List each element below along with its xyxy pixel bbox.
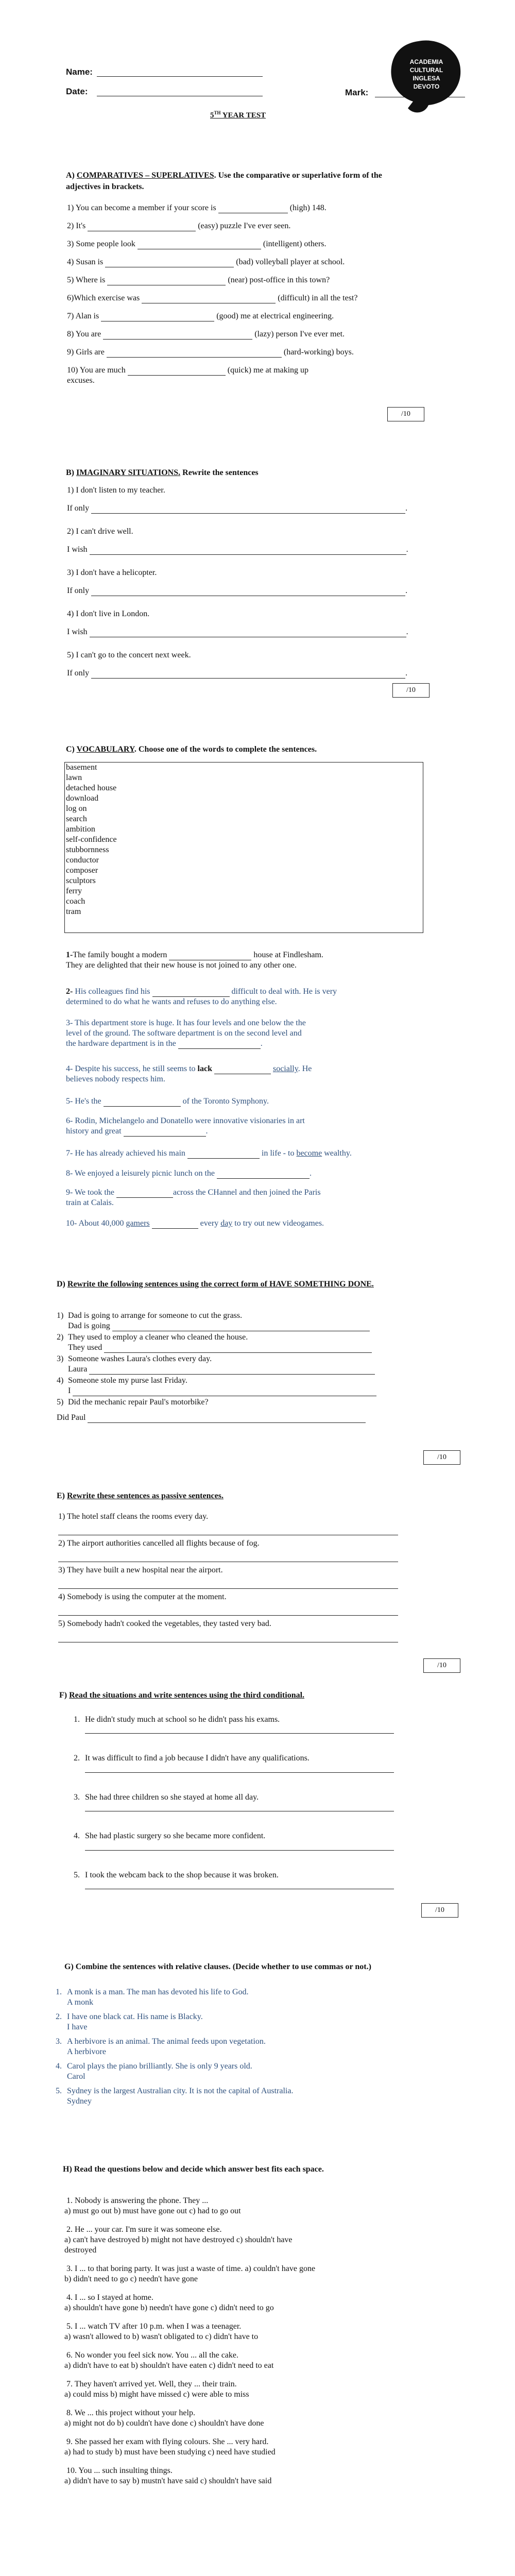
question: 9. She passed her exam with flying colours. She ... very hard. [66,2437,269,2446]
answer-starter: I have [67,2023,88,2031]
section-e-item-5: 5) Somebody hadn't cooked the vegetables, they tasted very bad. [58,1619,271,1628]
section-d-heading: D) Rewrite the following sentences using the correct form of HAVE SOMETHING DONE. [57,1280,374,1289]
section-c-item-5: 5- He's the of the Toronto Symphony. [66,1097,269,1106]
list-item: 4. Carol plays the piano brilliantly. She is only 9 years old. [56,2062,252,2071]
list-item: 1) You can become a member if your score is (high) 148. [67,204,327,212]
question: 7. They haven't arrived yet. Well, they ... their train. [66,2380,237,2388]
answer-line: They used [57,1343,448,1354]
answer-options[interactable]: a) must go out b) must have gone out c) had to go out [64,2207,241,2215]
answer-line: I wish . [67,545,408,554]
answer-blank[interactable] [103,339,252,340]
list-item: 3) Some people look (intelligent) others. [67,240,327,248]
answer-line: Did Paul [57,1413,448,1424]
section-f-item-4: 4. She had plastic surgery so she became more confident. [74,1832,266,1840]
question: 3. I ... to that boring party. It was just a waste of time. a) couldn't have gone [66,2264,316,2273]
question: 8. We ... this project without your help. [66,2409,195,2417]
word-bank-item: conductor [66,856,99,865]
word-bank-item: search [66,815,87,823]
section-c-item-4: 4- Despite his success, he still seems to lack socially. He believes nobody respects him. [66,1064,312,1083]
question: 5. I ... watch TV after 10 p.m. when I was a teenager. [66,2322,242,2331]
answer-line[interactable] [85,1850,394,1851]
section-h-items [64,2196,435,2486]
answer-starter: A herbivore [67,2047,106,2056]
word-bank-item: stubbornness [66,845,109,854]
answer-options[interactable]: a) might not do b) couldn't have done c) shouldn't have done [64,2419,264,2428]
section-f-item-1: 1. He didn't study much at school so he didn't pass his exams. [74,1715,280,1724]
answer-line[interactable] [85,1772,394,1773]
list-item: 2) They used to employ a cleaner who cleaned the house. [57,1333,248,1342]
answer-options[interactable]: a) wasn't allowed to b) wasn't obligated to c) didn't have to [64,2332,259,2341]
answer-options[interactable]: a) shouldn't have gone b) needn't have gone c) didn't need to go [64,2303,274,2312]
section-c-item-7: 7- He has already achieved his main in life - to become wealthy. [66,1149,352,1158]
list-item: 5. Sydney is the largest Australian city. It is not the capital of Australia. [56,2087,294,2095]
name-field[interactable] [97,76,263,77]
score-box-b[interactable]: /10 [392,683,430,698]
svg-text:CULTURAL: CULTURAL [409,66,443,74]
answer-options[interactable]: destroyed [64,2246,97,2255]
word-bank-item: lawn [66,773,82,782]
answer-starter: A monk [67,1998,94,2007]
section-f-item-5: 5. I took the webcam back to the shop because it was broken. [74,1871,279,1879]
answer-options[interactable]: b) didn't need to go c) needn't have gone [64,2275,198,2283]
list-item: 1) I don't listen to my teacher. [67,486,165,495]
answer-options[interactable]: a) could miss b) might have missed c) were able to miss [64,2390,249,2399]
answer-blank[interactable] [128,375,226,376]
answer-options[interactable]: a) didn't have to say b) mustn't have said c) shouldn't have said [64,2477,272,2485]
answer-line[interactable] [58,1588,398,1589]
section-c-item-2: 2- His colleagues find his difficult to deal with. He is very determined to do what he wants and refuses to do anything else. [66,987,337,1006]
date-label: Date: [66,87,88,96]
section-c-item-6: 6- Rodin, Michelangelo and Donatello were innovative visionaries in art history and great . [66,1116,305,1136]
section-g-heading: G) Combine the sentences with relative clauses. (Decide whether to use commas or not.) [64,1962,371,1971]
list-item: 4) Susan is (bad) volleyball player at school. [67,258,345,266]
list-item: 8) You are (lazy) person I've ever met. [67,330,345,338]
question: 1. Nobody is answering the phone. They ... [66,2196,209,2205]
test-title: 5TH YEAR TEST [210,110,266,120]
answer-line: If only . [67,586,408,595]
mark-label: Mark: [345,88,369,97]
score-box-d[interactable]: /10 [423,1450,460,1465]
section-e-item-4: 4) Somebody is using the computer at the moment. [58,1592,227,1601]
answer-line: I wish . [67,628,408,636]
section-f-heading: F) Read the situations and write sentences using the third conditional. [59,1691,305,1700]
section-a-heading: A) COMPARATIVES – SUPERLATIVES. Use the comparative or superlative form of the adjectives in brackets. [66,171,382,191]
svg-text:INGLESA: INGLESA [413,75,440,82]
word-bank-item: log on [66,804,87,813]
list-item: 3) Someone washes Laura's clothes every day. [57,1354,212,1363]
list-item: 2) It's (easy) puzzle I've ever seen. [67,222,291,230]
section-b-heading: B) IMAGINARY SITUATIONS. Rewrite the sentences [66,468,259,477]
word-bank-item: download [66,794,99,803]
section-g-items [56,1987,447,2107]
list-item: 5) Did the mechanic repair Paul's motorbike? [57,1398,209,1406]
section-f-item-3: 3. She had three children so she stayed at home all day. [74,1793,259,1802]
answer-line: I [57,1386,448,1397]
score-box-e[interactable]: /10 [423,1658,460,1673]
word-bank-item: tram [66,907,81,916]
section-b-items [67,485,417,686]
section-c-item-10: 10- About 40,000 gamers every day to try out new videogames. [66,1219,324,1228]
list-item: 1. A monk is a man. The man has devoted his life to God. [56,1988,249,1996]
word-bank-item: composer [66,866,98,875]
word-bank-item: detached house [66,784,117,792]
list-item: 1) Dad is going to arrange for someone to cut the grass. [57,1311,243,1320]
answer-line: If only . [67,669,408,677]
answer-starter: Sydney [67,2097,92,2106]
answer-starter: Carol [67,2072,85,2081]
section-c-item-1: 1-The family bought a modern house at Findlesham. They are delighted that their new house is not joined to any other one. [66,951,323,970]
score-box-f[interactable]: /10 [421,1903,458,1918]
list-item: 3) I don't have a helicopter. [67,568,157,577]
answer-line: Laura [57,1364,448,1376]
list-item: 5) Where is (near) post-office in this town? [67,276,330,284]
list-item: 3. A herbivore is an animal. The animal feeds upon vegetation. [56,2037,266,2046]
section-f-item-2: 2. It was difficult to find a job because I didn't have any qualifications. [74,1754,310,1762]
list-item: 5) I can't go to the concert next week. [67,651,191,659]
answer-line: Dad is going [57,1321,448,1332]
answer-options[interactable]: a) can't have destroyed b) might not have destroyed c) shouldn't have [64,2235,293,2244]
svg-text:ACADEMIA: ACADEMIA [409,58,443,65]
word-bank [64,762,423,933]
section-h-heading: H) Read the questions below and decide which answer best fits each space. [63,2165,324,2174]
question: 4. I ... so I stayed at home. [66,2293,153,2302]
section-d-items [57,1311,448,1424]
word-bank-item: ambition [66,825,95,834]
section-e-item-2: 2) The airport authorities cancelled all flights because of fog. [58,1539,260,1548]
section-a-items [67,203,427,386]
list-item: 2. I have one black cat. His name is Blacky. [56,2012,203,2021]
list-item-continuation: excuses. [67,376,95,385]
list-item: 6)Which exercise was (difficult) in all the test? [67,294,358,302]
section-c-item-9: 9- We took the across the CHannel and then joined the Paris train at Calais. [66,1188,321,1207]
svg-text:DEVOTO: DEVOTO [413,83,440,90]
word-bank-item: self-confidence [66,835,117,844]
word-bank-item: coach [66,897,85,906]
list-item: 4) I don't live in London. [67,609,150,618]
question: 10. You ... such insulting things. [66,2466,173,2475]
list-item: 10) You are much (quick) me at making up [67,366,309,375]
section-e-item-1: 1) The hotel staff cleans the rooms every day. [58,1512,209,1521]
section-e-item-3: 3) They have built a new hospital near the airport. [58,1566,223,1574]
list-item: 9) Girls are (hard-working) boys. [67,348,354,357]
answer-blank[interactable] [107,357,282,358]
word-bank-item: sculptors [66,876,96,885]
section-c-item-8: 8- We enjoyed a leisurely picnic lunch on the . [66,1169,312,1178]
question: 2. He ... your car. I'm sure it was someone else. [66,2225,222,2234]
list-item: 4) Someone stole my purse last Friday. [57,1376,187,1385]
answer-options[interactable]: a) had to study b) must have been studying c) need have studied [64,2448,276,2456]
answer-options[interactable]: a) didn't have to eat b) shouldn't have eaten c) didn't need to eat [64,2361,274,2370]
section-c-heading: C) VOCABULARY. Choose one of the words to complete the sentences. [66,745,317,754]
answer-line[interactable] [58,1615,398,1616]
section-c-item-3: 3- This department store is huge. It has four levels and one below the the level of the ground. The software department is on the second level and the hardware department is in the . [66,1019,306,1048]
question: 6. No wonder you feel sick now. You ... all the cake. [66,2351,239,2360]
academia-logo [387,37,465,114]
list-item: 2) I can't drive well. [67,527,133,536]
name-label: Name: [66,67,93,77]
answer-line: If only . [67,504,408,513]
list-item: 7) Alan is (good) me at electrical engineering. [67,312,334,320]
section-e-heading: E) Rewrite these sentences as passive sentences. [57,1492,224,1500]
score-box-a[interactable]: /10 [387,407,424,421]
answer-line[interactable] [85,1733,394,1734]
word-bank-item: basement [66,763,97,772]
word-bank-item: ferry [66,887,82,895]
